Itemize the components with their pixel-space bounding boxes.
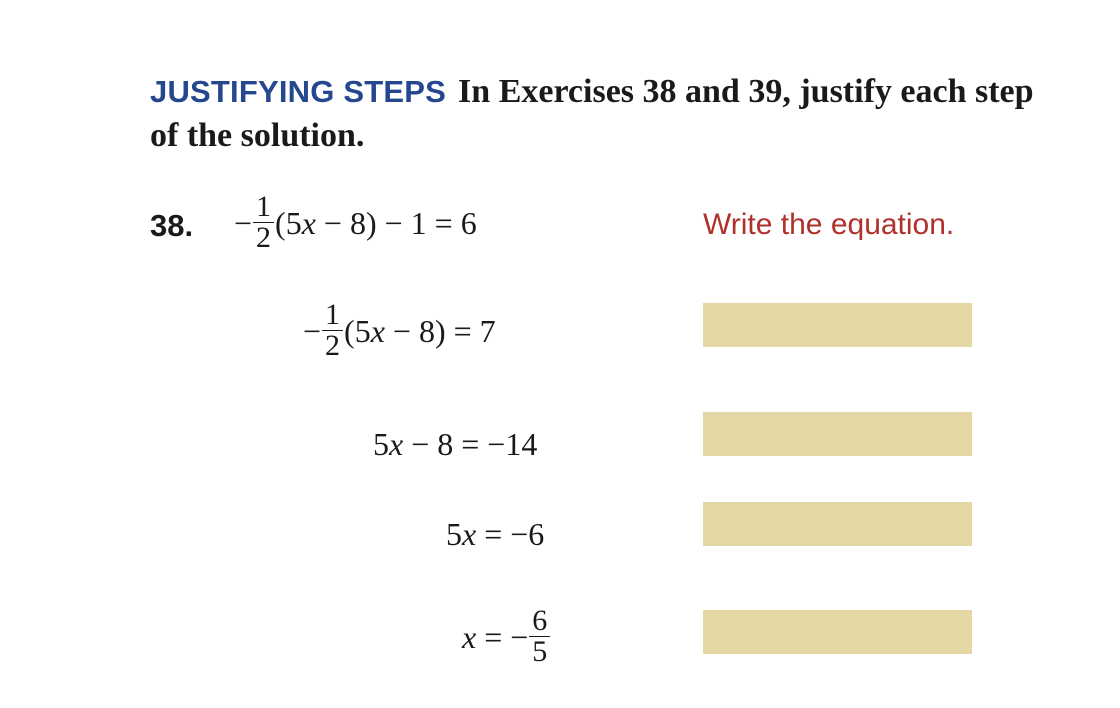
step-5-numerator: 6 [529,606,550,637]
equation-step-4 [446,516,544,552]
heading-keyword: JUSTIFYING STEPS [150,74,447,109]
step-3-expression: 5x − 8 = −14 [373,426,538,462]
step-2-expression: (5x − 8) = 7 [344,312,496,349]
step-1-denominator: 2 [256,221,272,254]
equation-step-1 [234,192,477,253]
answer-box-step-2[interactable] [703,303,972,347]
step-4-expression: 5x = −6 [446,516,545,552]
step-1-numerator: 1 [253,192,274,223]
answer-box-step-4[interactable] [703,502,972,546]
step-1-justification: Write the equation. [703,208,955,241]
step-2-denominator: 2 [325,329,341,362]
equation-step-5 [462,606,551,667]
answer-box-step-3[interactable] [703,412,972,456]
step-5-lhs: x = − [462,618,529,655]
exercise-heading [150,70,1050,158]
step-1-sign: − [234,204,253,241]
step-5-denominator: 5 [532,635,548,668]
equation-step-2 [303,300,496,361]
step-1-fraction [253,192,274,253]
step-2-numerator: 1 [322,300,343,331]
step-2-fraction [322,300,343,361]
exercise-number: 38. [150,208,194,243]
heading-instruction: In Exercises 38 and 39, justify each step of the solution. [150,73,1034,154]
equation-step-3 [373,426,537,462]
answer-box-step-5[interactable] [703,610,972,654]
step-2-sign: − [303,312,322,349]
step-1-expression: (5x − 8) − 1 = 6 [275,204,477,241]
step-5-fraction [529,606,550,667]
